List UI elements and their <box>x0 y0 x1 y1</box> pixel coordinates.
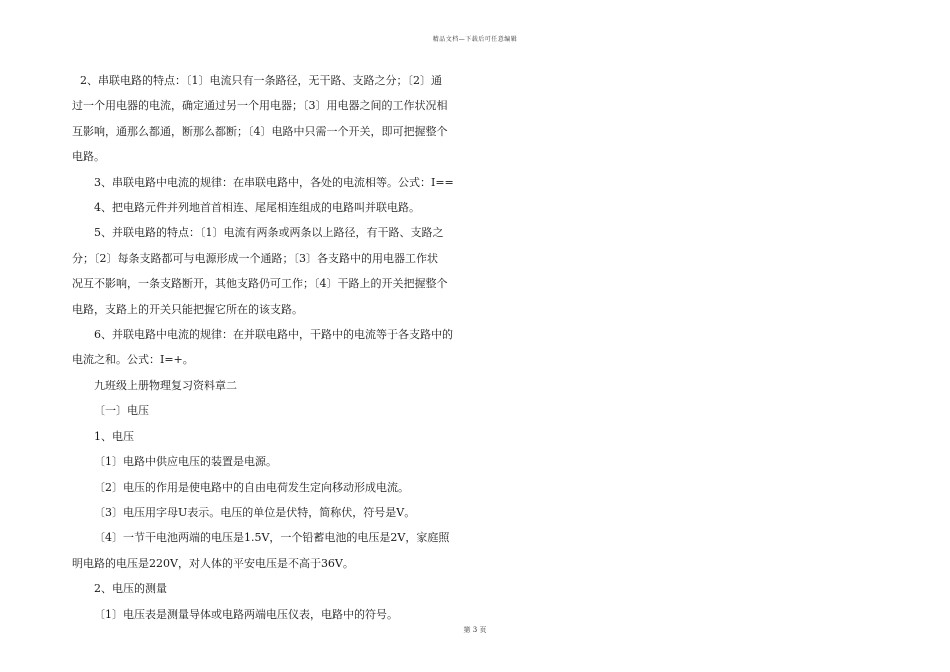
page-header: 精品文档—下载后可任意编辑 <box>432 36 518 43</box>
text-line: 〔一〕电压 <box>94 404 149 418</box>
text-line: 6、并联电路中电流的规律：在并联电路中，干路中的电流等于各支路中的 <box>94 328 453 342</box>
text-line: 〔2〕电压的作用是使电路中的自由电荷发生定向移动形成电流。 <box>94 480 409 494</box>
page-number: 第 3 页 <box>463 626 487 634</box>
text-line: 3、串联电路中电流的规律：在串联电路中，各处的电流相等。公式：I== <box>94 175 454 189</box>
text-line: 互影响，通那么都通，断那么都断；〔4〕电路中只需一个开关，即可把握整个 <box>72 124 448 138</box>
text-line: 况互不影响，一条支路断开，其他支路仍可工作；〔4〕干路上的开关把握整个 <box>72 277 448 291</box>
text-line: 过一个用电器的电流，确定通过另一个用电器；〔3〕用电器之间的工作状况相 <box>72 99 448 113</box>
text-line: 分；〔2〕每条支路都可与电源形成一个通路；〔3〕各支路中的用电器工作状 <box>72 251 438 265</box>
text-line: 〔3〕电压用字母U表示。电压的单位是伏特，简称伏，符号是V。 <box>94 505 416 519</box>
text-line: 2、串联电路的特点：〔1〕电流只有一条路径，无干路、支路之分；〔2〕通 <box>80 74 442 87</box>
text-line: 九班级上册物理复习资料章二 <box>94 378 237 392</box>
document-body <box>72 68 462 627</box>
text-line: 2、电压的测量 <box>94 582 167 596</box>
text-line: 4、把电路元件并列地首首相连、尾尾相连组成的电路叫并联电路。 <box>94 201 420 215</box>
text-line: 5、并联电路的特点：〔1〕电流有两条或两条以上路径，有干路、支路之 <box>94 226 444 240</box>
text-line: 电流之和。公式：I=+。 <box>72 353 194 367</box>
text-line: 〔4〕一节干电池两端的电压是1.5V，一个铅蓄电池的电压是2V，家庭照 <box>94 531 450 545</box>
text-line: 明电路的电压是220V，对人体的平安电压是不高于36V。 <box>72 556 354 570</box>
text-line: 电路。 <box>72 150 105 164</box>
text-line: 〔1〕电路中供应电压的装置是电源。 <box>94 455 277 469</box>
text-line: 〔1〕电压表是测量导体或电路两端电压仪表，电路中的符号。 <box>94 607 398 621</box>
text-line: 电路，支路上的开关只能把握它所在的该支路。 <box>72 302 303 316</box>
text-line: 1、电压 <box>94 429 134 443</box>
